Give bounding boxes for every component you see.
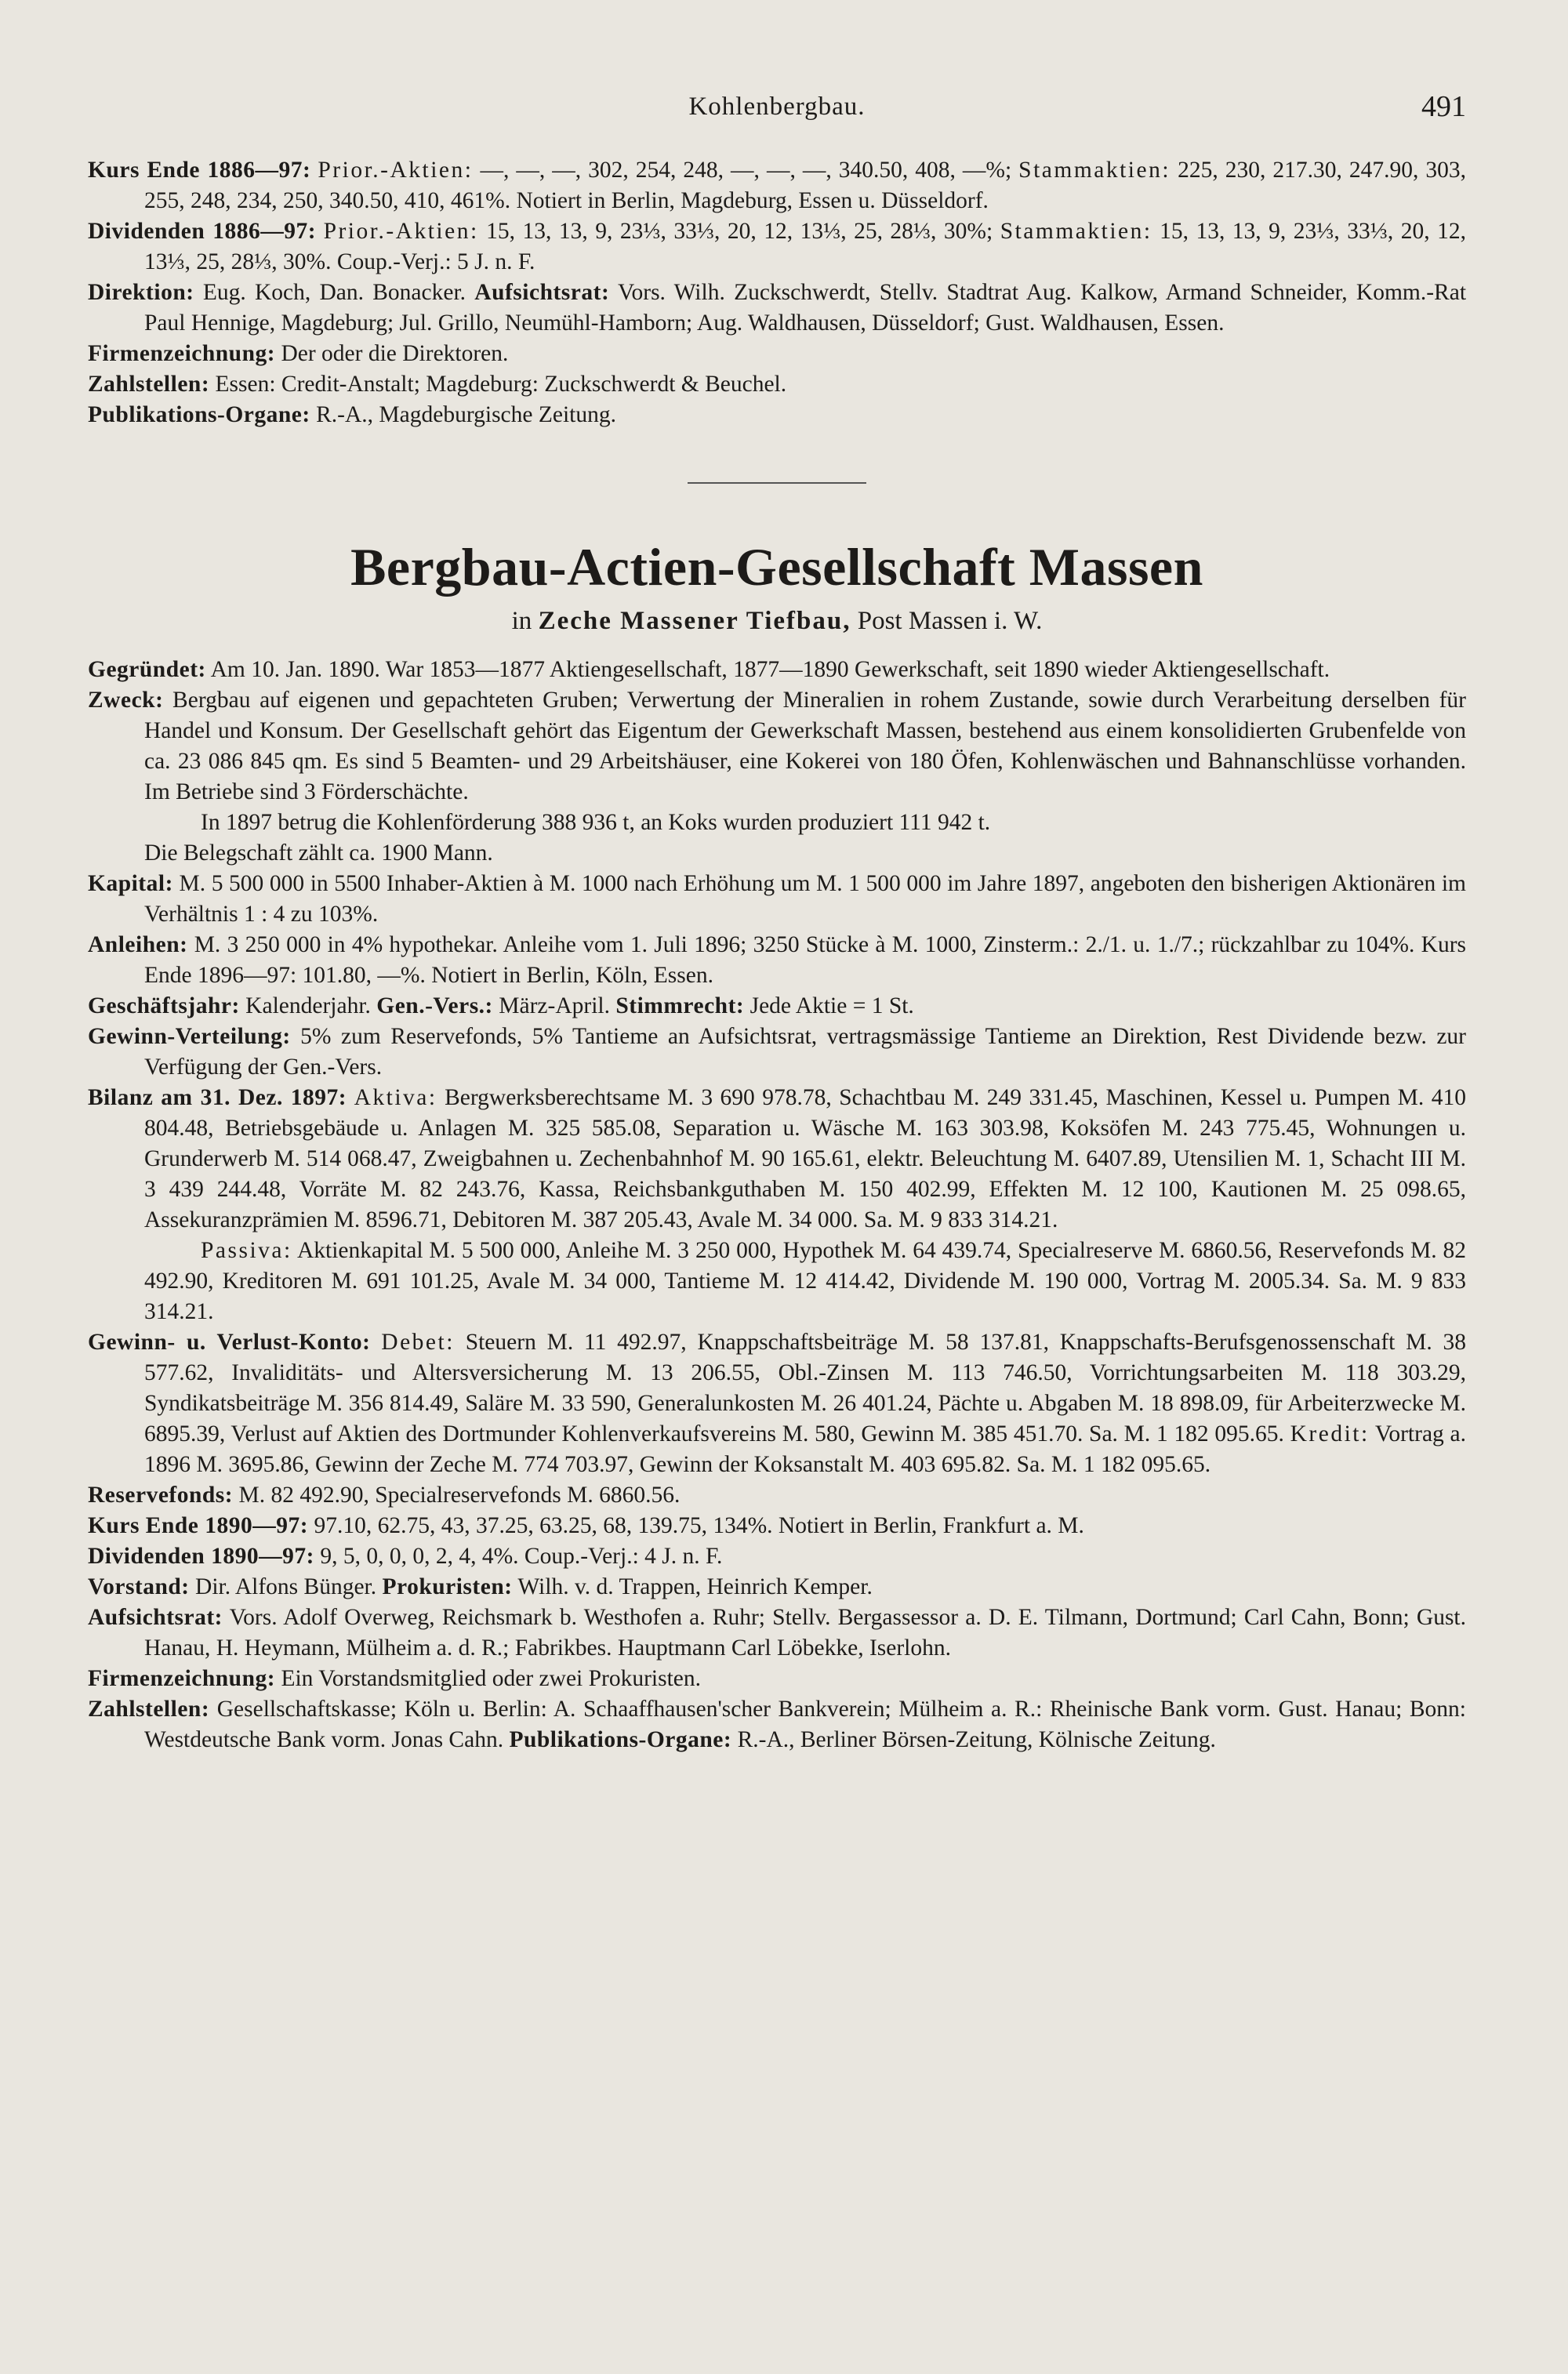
zweck-text: Bergbau auf eigenen und gepachteten Gruben; Verwertung der Mineralien in rohem Zustande, sowie durch Verarbeitung derselben für Handel und Konsum. Der Gesellschaft gehört das Eigentum der Gewerkschaft Massen, bestehend aus einem konsolidierten Grubenfelde von ca. 23 086 845 qm. Es sind 5 Beamten- und 29 Arbeitshäuser, eine Kokerei von 180 Öfen, Kohlenwäschen und Bahnanschlüsse vorhanden. Im Betriebe sind 3 Förderschächte. <box>144 688 1467 804</box>
firmenzeichnung-text: Ein Vorstandsmitglied oder zwei Prokuristen. <box>281 1666 702 1691</box>
kurs-text: 97.10, 62.75, 43, 37.25, 63.25, 68, 139.75, 134%. Notiert in Berlin, Frankfurt a. M. <box>314 1513 1084 1538</box>
dividenden-entry <box>88 1541 1466 1572</box>
kurs-label: Kurs Ende 1890—97: <box>88 1513 309 1538</box>
prev-kurs-stamm-label: Stammaktien: <box>1018 158 1171 183</box>
prev-dividenden-entry <box>88 216 1466 278</box>
company-subtitle <box>88 604 1466 637</box>
firmenzeichnung-entry <box>88 1664 1466 1694</box>
gegruendet-text: Am 10. Jan. 1890. War 1853—1877 Aktiengesellschaft, 1877—1890 Gewerkschaft, seit 1890 wieder Aktiengesellschaft. <box>210 657 1330 682</box>
aktiva-text: Bergwerksberechtsame M. 3 690 978.78, Schachtbau M. 249 331.45, Maschinen, Kessel u. Pumpen M. 410 804.48, Betriebsgebäude u. Anlagen M. 325 585.08, Separation u. Wäsche M. 163 303.98, Koksöfen M. 243 775.45, Wohnungen u. Grunderwerb M. 514 068.47, Zweigbahnen u. Zechenbahnhof M. 90 165.61, elektr. Beleuchtung M. 6407.89, Utensilien M. 1, Schacht III M. 3 439 244.48, Vorräte M. 82 243.76, Kassa, Reichsbankguthaben M. 150 402.99, Effekten M. 12 100, Kautionen M. 25 098.65, Assekuranzprämien M. 8596.71, Debitoren M. 387 205.43, Avale M. 34 000. Sa. M. 9 833 314.21. <box>144 1085 1467 1232</box>
anleihen-label: Anleihen: <box>88 932 188 957</box>
aktiva-label: Aktiva: <box>354 1085 437 1110</box>
running-title: Kohlenbergbau. <box>688 93 866 121</box>
prev-firmenzeichnung-text: Der oder die Direktoren. <box>281 341 509 366</box>
prev-aufsichtsrat-label: Aufsichtsrat: <box>474 280 610 305</box>
geschaeftsjahr-entry <box>88 991 1466 1022</box>
passiva-label: Passiva: <box>201 1238 292 1263</box>
prev-div-prior-text: 15, 13, 13, 9, 23⅓, 33⅓, 20, 12, 13⅓, 25, 28⅓, 30%; <box>486 219 993 244</box>
gegruendet-entry <box>88 655 1466 685</box>
prev-zahlstellen-entry <box>88 369 1466 400</box>
prev-div-stamm-label: Stammaktien: <box>1000 219 1152 244</box>
prokuristen-label: Prokuristen: <box>382 1574 513 1599</box>
prev-kurs-prior-label: Prior.-Aktien: <box>318 158 474 183</box>
zweck-production: In 1897 betrug die Kohlenförderung 388 936 t, an Koks wurden produziert 111 942 t. <box>201 810 991 835</box>
stimmrecht-label: Stimmrecht: <box>615 993 745 1018</box>
dividenden-label: Dividenden 1890—97: <box>88 1544 314 1569</box>
guv-entry <box>88 1327 1466 1480</box>
guv-label: Gewinn- u. Verlust-Konto: <box>88 1330 371 1355</box>
kredit-label: Kredit: <box>1290 1421 1370 1447</box>
prev-div-prior-label: Prior.-Aktien: <box>323 219 479 244</box>
section-divider <box>688 482 866 484</box>
geschaeftsjahr-text: Kalenderjahr. <box>245 993 371 1018</box>
debet-text: Steuern M. 11 492.97, Knappschaftsbeiträge M. 58 137.81, Knappschafts-Berufsgenossenschaft M. 38 577.62, Invaliditäts- und Altersversicherung M. 13 206.55, Obl.-Zinsen M. 113 746.50, Vorrichtungsarbeiten M. 118 303.29, Syndikatsbeiträge M. 356 814.49, Saläre M. 33 590, Generalunkosten M. 26 401.24, Pächte u. Abgaben M. 18 898.09, für Arbeiterzwecke M. 6895.39, Verlust auf Aktien des Dortmunder Kohlenverkaufsvereins M. 580, Gewinn M. 385 451.70. Sa. M. 1 182 095.65. <box>144 1330 1466 1447</box>
prev-div-label: Dividenden 1886—97: <box>88 219 317 244</box>
zweck-label: Zweck: <box>88 688 164 713</box>
gewinnverteilung-text: 5% zum Reservefonds, 5% Tantieme an Aufsichtsrat, vertragsmässige Tantieme an Direktion, Rest Dividende bezw. zur Verfügung der Gen.-Vers. <box>144 1024 1467 1080</box>
prev-aufsichtsrat-text: Vors. Wilh. Zuckschwerdt, Stellv. Stadtrat Aug. Kalkow, Armand Schneider, Komm.-Rat Paul Hennige, Magdeburg; Jul. Grillo, Neumühl-Hamborn; Aug. Waldhausen, Düsseldorf; Gust. Waldhausen, Essen. <box>144 280 1467 336</box>
prev-firmenzeichnung-label: Firmenzeichnung: <box>88 341 276 366</box>
gegruendet-label: Gegründet: <box>88 657 206 682</box>
geschaeftsjahr-label: Geschäftsjahr: <box>88 993 240 1018</box>
passiva-text: Aktienkapital M. 5 500 000, Anleihe M. 3 250 000, Hypothek M. 64 439.74, Specialreserve M. 6860.56, Reservefonds M. 82 492.90, Kreditoren M. 691 101.25, Avale M. 34 000, Tantieme M. 12 414.42, Dividende M. 190 000, Vortrag M. 2005.34. Sa. M. 9 833 314.21. <box>144 1238 1466 1324</box>
prev-kurs-entry <box>88 155 1466 216</box>
prev-publikations-text: R.-A., Magdeburgische Zeitung. <box>316 402 616 427</box>
previous-company-section <box>88 155 1466 430</box>
page-number: 491 <box>1421 90 1466 123</box>
dividenden-text: 9, 5, 0, 0, 0, 2, 4, 4%. Coup.-Verj.: 4 J. n. F. <box>320 1544 723 1569</box>
reservefonds-entry <box>88 1480 1466 1511</box>
subtitle-post: Post Massen i. W. <box>857 607 1043 635</box>
aufsichtsrat-text: Vors. Adolf Overweg, Reichsmark b. Westhofen a. Ruhr; Stellv. Bergassessor a. D. E. Tilmann, Dortmund; Carl Cahn, Bonn; Gust. Hanau, H. Heymann, Mülheim a. d. R.; Fabrikbes. Hauptmann Carl Löbekke, Iserlohn. <box>144 1605 1467 1661</box>
vorstand-entry <box>88 1572 1466 1603</box>
kapital-label: Kapital: <box>88 871 173 896</box>
anleihen-entry <box>88 930 1466 991</box>
prev-direktion-text: Eug. Koch, Dan. Bonacker. <box>202 280 466 305</box>
prev-zahlstellen-label: Zahlstellen: <box>88 372 210 397</box>
prev-publikations-label: Publikations-Organe: <box>88 402 310 427</box>
gewinnverteilung-entry <box>88 1022 1466 1083</box>
prev-kurs-label: Kurs Ende 1886—97: <box>88 158 311 183</box>
company-title: Bergbau-Actien-Gesellschaft Massen <box>350 537 1203 597</box>
zahlstellen-label: Zahlstellen: <box>88 1697 210 1722</box>
zweck-workforce: Die Belegschaft zählt ca. 1900 Mann. <box>144 840 493 866</box>
prev-kurs-stamm-text: 225, 230, 217.30, 247.90, 303, 255, 248, 234, 250, 340.50, 410, 461%. <box>144 158 1466 213</box>
prev-div-stamm-text: 15, 13, 13, 9, 23⅓, 33⅓, 20, 12, 13⅓, 25, 28⅓, 30%. Coup.-Verj.: 5 J. n. F. <box>144 219 1467 274</box>
bilanz-label: Bilanz am 31. Dez. 1897: <box>88 1085 347 1110</box>
genvers-label: Gen.-Vers.: <box>376 993 493 1018</box>
prev-zahlstellen-text: Essen: Credit-Anstalt; Magdeburg: Zuckschwerdt & Beuchel. <box>215 372 787 397</box>
reservefonds-text: M. 82 492.90, Specialreservefonds M. 6860.56. <box>238 1483 681 1508</box>
vorstand-text: Dir. Alfons Bünger. <box>195 1574 377 1599</box>
prev-direktion-label: Direktion: <box>88 280 194 305</box>
firmenzeichnung-label: Firmenzeichnung: <box>88 1666 276 1691</box>
prokuristen-text: Wilh. v. d. Trappen, Heinrich Kemper. <box>517 1574 873 1599</box>
prev-publikations-entry <box>88 400 1466 430</box>
kurs-entry <box>88 1511 1466 1541</box>
prev-kurs-notiert: Notiert in Berlin, Magdeburg, Essen u. Düsseldorf. <box>516 188 989 213</box>
zahlstellen-entry <box>88 1694 1466 1755</box>
kapital-entry <box>88 869 1466 930</box>
subtitle-prefix: in <box>511 607 532 635</box>
gewinnverteilung-label: Gewinn-Verteilung: <box>88 1024 291 1049</box>
prev-kurs-prior-text: —, —, —, 302, 254, 248, —, —, —, 340.50, 408, —%; <box>480 158 1012 183</box>
genvers-text: März-April. <box>499 993 610 1018</box>
reservefonds-label: Reservefonds: <box>88 1483 234 1508</box>
aufsichtsrat-entry <box>88 1603 1466 1664</box>
vorstand-label: Vorstand: <box>88 1574 190 1599</box>
bilanz-passiva-entry <box>88 1236 1466 1327</box>
zweck-entry <box>88 685 1466 808</box>
kapital-text: M. 5 500 000 in 5500 Inhaber-Aktien à M. 1000 nach Erhöhung um M. 1 500 000 im Jahre 1897, angeboten den bisherigen Aktionären im Verhältnis 1 : 4 zu 103%. <box>144 871 1467 927</box>
running-header <box>88 90 1466 155</box>
anleihen-text: M. 3 250 000 in 4% hypothekar. Anleihe vom 1. Juli 1896; 3250 Stücke à M. 1000, Zinsterm.: 2./1. u. 1./7.; rückzahlbar zu 104%. Kurs Ende 1896—97: 101.80, —%. Notiert in Berlin, Köln, Essen. <box>144 932 1466 988</box>
debet-label: Debet: <box>381 1330 455 1355</box>
bilanz-aktiva-entry <box>88 1083 1466 1236</box>
company-section <box>88 655 1466 1755</box>
prev-firmenzeichnung-entry <box>88 339 1466 369</box>
publikations-label: Publikations-Organe: <box>509 1727 732 1752</box>
publikations-text: R.-A., Berliner Börsen-Zeitung, Kölnische Zeitung. <box>737 1727 1216 1752</box>
zahlstellen-text: Gesellschaftskasse; Köln u. Berlin: A. Schaaffhausen'scher Bankverein; Mülheim a. R.: Rheinische Bank vorm. Gust. Hanau; Bonn: Westdeutsche Bank vorm. Jonas Cahn. <box>144 1697 1467 1752</box>
prev-direktion-entry <box>88 278 1466 339</box>
kredit-text: Vortrag a. 1896 M. 3695.86, Gewinn der Zeche M. 774 703.97, Gewinn der Koksanstalt M. 403 695.82. Sa. M. 1 182 095.65. <box>144 1421 1466 1477</box>
aufsichtsrat-label: Aufsichtsrat: <box>88 1605 223 1630</box>
stimmrecht-text: Jede Aktie = 1 St. <box>750 993 914 1018</box>
subtitle-mine: Zeche Massener Tiefbau, <box>538 607 851 635</box>
